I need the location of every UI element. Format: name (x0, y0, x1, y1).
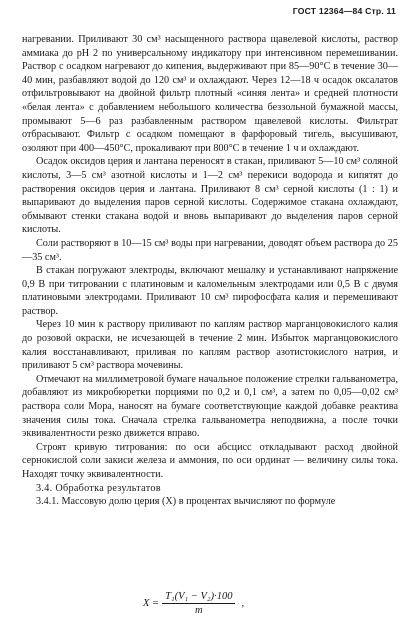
paragraph: Соли растворяют в 10—15 см³ воды при нагревании, доводят объем раствора до 25—35 см³. (22, 237, 398, 263)
paragraph: Через 10 мин к раствору приливают по каплям раствор марганцовокислого калия до розовой окраски, не исчезающей в течение 2 мин. Избыток марганцовокислого калия восстанавливают, приливая по каплям раствор азотистокислого натрия, и приливают 5 см³ раствора мочевины. (22, 319, 398, 372)
paragraph: Строят кривую титрования: по оси абсцисс откладывают расход двойной сернокислой соли закиси железа и аммония, по оси ординат — величину силы тока. Находят точку эквивалентности. (22, 441, 398, 480)
page-header: ГОСТ 12364—84 Стр. 11 (292, 6, 396, 16)
paragraph: Осадок оксидов церия и лантана переносят в стакан, приливают 5—10 см³ соляной кислоты, 3—5 см³ азотной кислоты и 1—2 см³ перекиси водорода и кипятят до растворения оксидов церия и лантана. Приливают 8 см³ серной кислоты (1 : 1) и выпаривают до выделения паров серной кислоты. Содержимое стакана охлаждают, обмывают стенки стакана водой и вновь выпаривают до выделения паров серной кислоты. (22, 156, 398, 236)
section-title: 3.4. Обработка результатов (36, 482, 161, 494)
paragraph: Отмечают на миллиметровой бумаге начальное положение стрелки гальванометра, добавляют из микробюретки порциями по 0,2 и 0,1 см³, а затем по 0,05—0,02 см³ раствора соли Мора, наносят на бумаге соответствующие каждой добавке реактива значения силы тока. Сначала стрелка гальванометра неподвижна, а после точки эквивалентности резко движется вправо. (22, 373, 398, 440)
clause-text: 3.4.1. Массовую долю церия (X) в процентах вычисляют по формуле (36, 496, 336, 508)
paragraph: В стакан погружают электроды, включают мешалку и устанавливают напряжение 0,9 В при титровании с платиновым и каломельным электродами или 0,5 В с двумя платиновыми электродами. Приливают 10 см³ пирофосфата калия и перемешивают раствор. (22, 265, 398, 317)
formula-comma: , (241, 598, 245, 609)
paragraph: нагревании. Приливают 30 см³ насыщенного раствора щавелевой кислоты, раствор аммиака до pH 2 по универсальному индикатору при интенсивном перемешивании. Раствор с осадком нагревают до кипения, выдерживают при 85—90°С в течение 30—40 мин, разбавляют водой до 120 см³ и охлаждают. Через 12—18 ч осадок оксалатов отфильтровывают на двойной фильтр плотный «синяя лента» и средней плотности «белая лента» с добавлением небольшого количества беззольной бумажной массы, промывают 5—6 раз разбавленным раствором щавелевой кислоты. Фильтрат отбрасывают. Фильтр с осадком помещают в фарфоровый тигель, высушивают, озоляют при 400—450°С, прокаливают при 800°С в течение 1 ч и охлаждают. (22, 34, 398, 154)
document-body (22, 33, 398, 509)
formula-numerator: T₁(V₁ − V₂)·100 (162, 591, 235, 604)
formula-denominator: m (194, 605, 203, 616)
formula-lhs: X = (143, 598, 160, 609)
formula (143, 591, 244, 616)
formula-fraction (162, 591, 235, 616)
